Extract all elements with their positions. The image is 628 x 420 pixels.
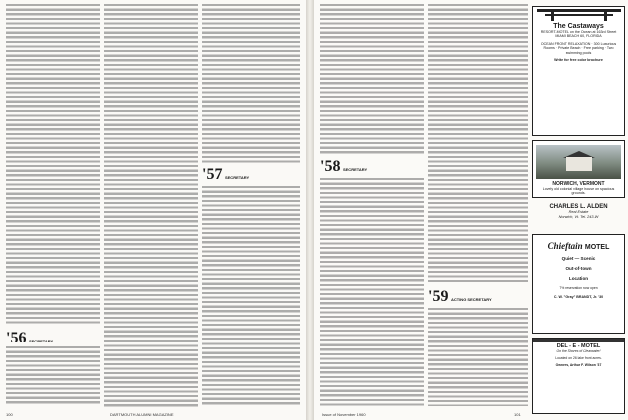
gutter (306, 0, 314, 420)
del-copy: Located on 26 lake front acres. (555, 356, 602, 361)
del-title: DEL - E - MOTEL (556, 343, 601, 349)
class-58-heading (320, 158, 424, 174)
motel-copy: 7% reservation now open (559, 286, 598, 290)
column-left-1 (6, 4, 100, 324)
castaways-tagline: RESORT-MOTEL on the Ocean at 163rd Street MIAMI BEACH 60, FLORIDA (540, 30, 617, 39)
alden-ad (532, 200, 625, 232)
alden-line2: Norwich, Vt. Tel. 243-W (558, 215, 599, 219)
motel-line-1: Quiet — Scenic (561, 256, 596, 261)
del-owner: Owners, Arthur F. Wilson '37 (555, 363, 602, 368)
class-year-56: '56 (6, 330, 27, 342)
class-year-58: '58 (320, 158, 341, 174)
torii-gate-icon (537, 9, 621, 21)
class-59-label: ACTING SECRETARY (450, 297, 492, 302)
alden-line1: Real Estate (568, 210, 589, 214)
alden-name: CHARLES L. ALDEN (549, 204, 608, 210)
class-57-label: SECRETARY (224, 175, 250, 180)
column-right-1b (320, 178, 424, 406)
column-left-3b (202, 186, 300, 406)
norwich-ad (532, 140, 625, 198)
folio-left: 100 (6, 412, 13, 417)
chieftain-motel-ad (532, 234, 625, 334)
class-56-heading (6, 330, 100, 342)
column-left-1b (6, 346, 100, 406)
footer-right: Issue of November 1960 (322, 412, 366, 417)
class-59-heading (428, 288, 528, 304)
castaways-contact: Write for free color brochure (554, 58, 603, 63)
class-57-heading (202, 166, 300, 182)
ad-top-rule (533, 339, 624, 342)
class-56-label: SECRETARY (28, 339, 54, 342)
castaways-ad (532, 6, 625, 136)
folio-right: 101 (514, 412, 521, 417)
class-year-59: '59 (428, 288, 449, 304)
column-right-2b (428, 308, 528, 406)
motel-suffix: MOTEL (584, 244, 610, 251)
column-left-2 (104, 4, 198, 408)
del-e-motel-ad (532, 338, 625, 414)
castaways-features: OCEAN FRONT RELAXATION · 300 Luxurious Rooms · Private Beach · Free parking · Two swimming pools (540, 41, 617, 55)
motel-line-3: Location (568, 276, 589, 281)
column-right-2 (428, 4, 528, 284)
motel-title: Chieftain MOTEL (547, 241, 610, 251)
column-right-1 (320, 4, 424, 154)
del-sub: On the Shores of Clearwater! (556, 349, 601, 353)
norwich-copy: Lovely old colonial village house on spacious grounds. (542, 187, 615, 196)
motel-owner: C. W. "Gray" BRANDT, Jr. '30 (553, 295, 604, 299)
norwich-title: NORWICH, VERMONT (552, 181, 605, 187)
class-58-label: SECRETARY (342, 167, 368, 172)
house-photo (536, 145, 621, 179)
class-year-57: '57 (202, 166, 223, 182)
footer-left: DARTMOUTH ALUMNI MAGAZINE (110, 412, 174, 417)
castaways-title: The Castaways (553, 23, 604, 30)
column-left-3 (202, 4, 300, 164)
motel-line-2: Out-of-town (565, 266, 592, 271)
left-page (0, 0, 306, 420)
